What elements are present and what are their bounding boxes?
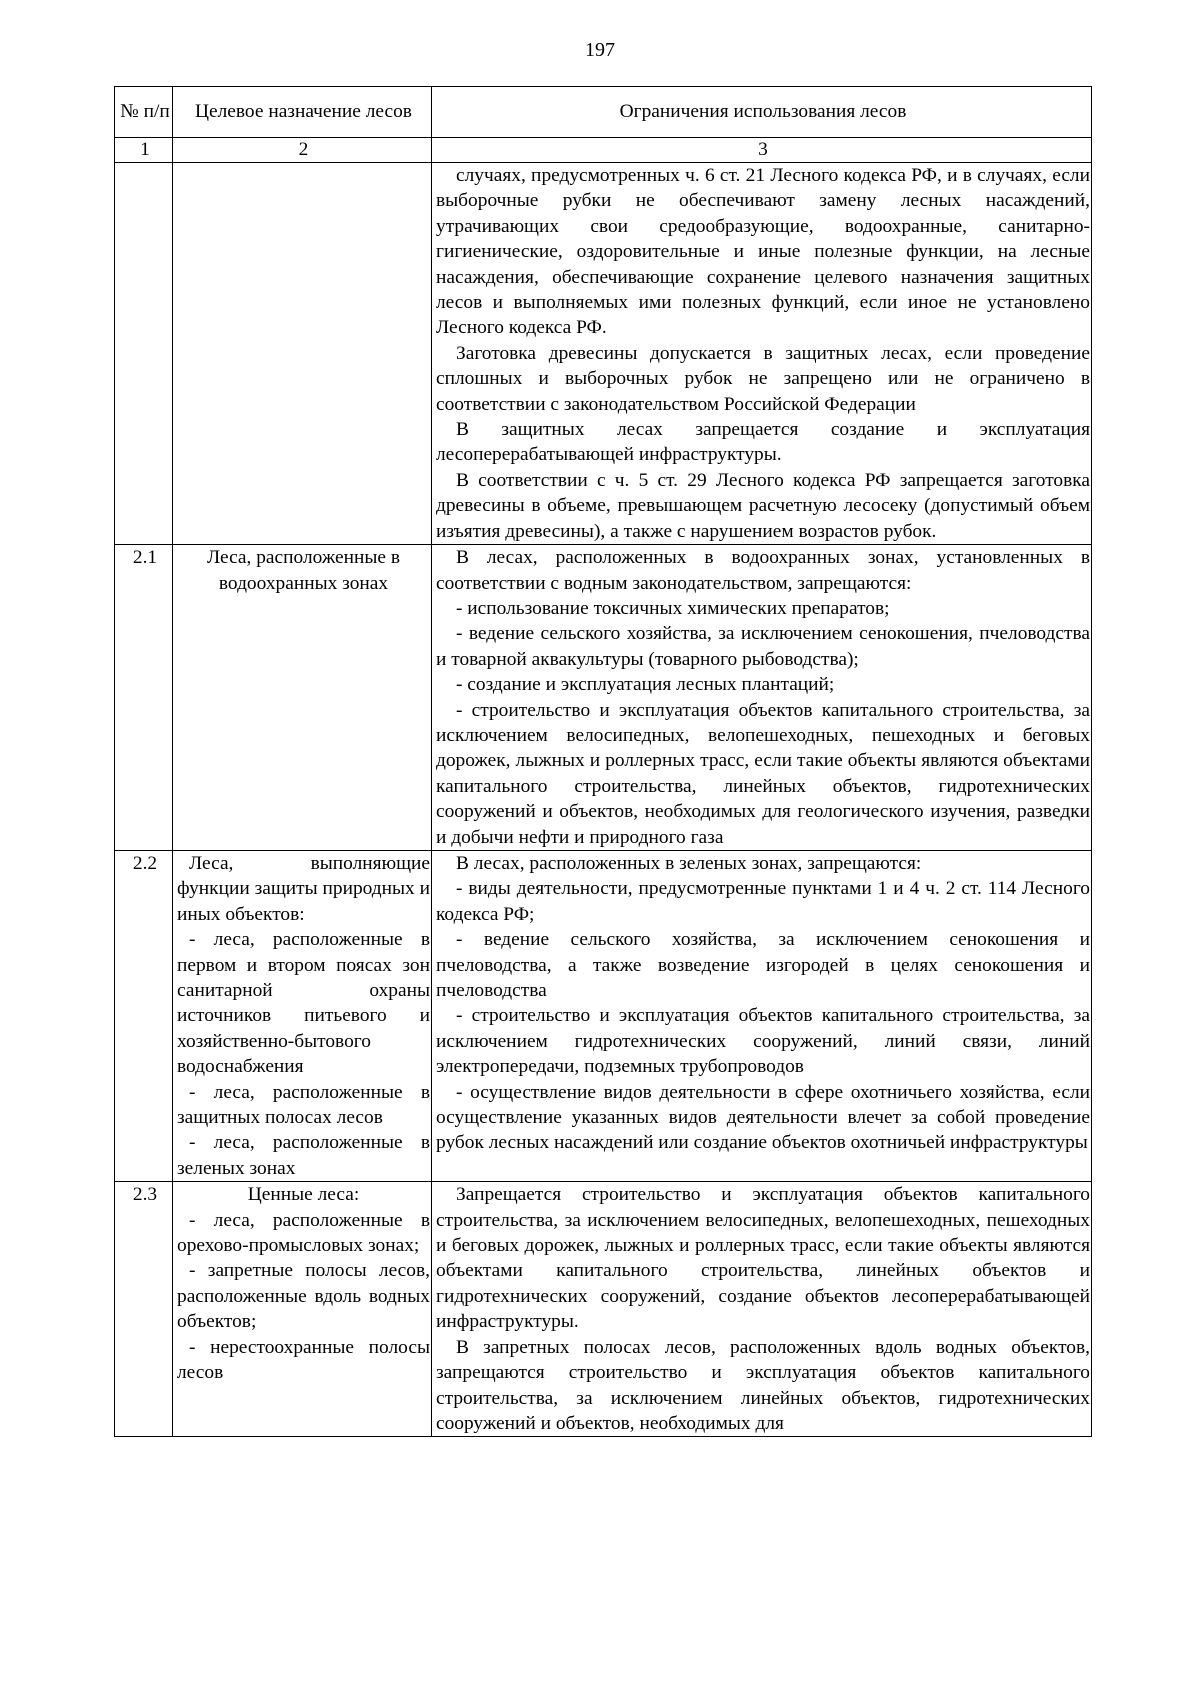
purpose-line: - нерестоохранные полосы лесов: [177, 1336, 430, 1384]
row-purpose: [173, 163, 432, 545]
restriction-paragraph: случаях, предусмотренных ч. 6 ст. 21 Лесного кодекса РФ, и в случаях, если выборочные рубки не обеспечивают замену лесных насаждений, утрачивающих свои средообразующие, водоохранные, санитарно-гигиенические, оздоровительные и иные полезные функции, на лесные насаждения, обеспечивающие сохранение целевого назначения защитных лесов и выполняемых ими полезных функций, если иное не установлено Лесного кодекса РФ.: [436, 165, 1090, 339]
forest-restrictions-table: [114, 86, 1092, 1437]
table-row-2-3: [115, 1182, 1092, 1437]
row-purpose: [173, 850, 432, 1181]
row-number: 2.2: [115, 850, 173, 1181]
column-number: 3: [432, 138, 1092, 163]
row-purpose: [173, 545, 432, 851]
column-number: 1: [115, 138, 173, 163]
row-number: 2.1: [115, 545, 173, 851]
purpose-line: - леса, расположенные в орехово-промысловых зонах;: [177, 1209, 430, 1257]
restriction-paragraph: - строительство и эксплуатация объектов капитального строительства, за исключением велосипедных, велопешеходных, пешеходных и беговых дорожек, лыжных и роллерных трасс, если такие объекты являются объектами капитального строительства, линейных объектов, гидротехнических сооружений и объектов, необходимых для геологического изучения, разведки и добычи нефти и природного газа: [436, 699, 1090, 848]
table-row-continuation: [115, 163, 1092, 545]
restriction-paragraph: В защитных лесах запрещается создание и эксплуатация лесоперерабатывающей инфраструктуры.: [436, 419, 1090, 466]
purpose-line: Леса, расположенные в водоохранных зонах: [206, 547, 400, 594]
purpose-line: - леса, расположенные в зеленых зонах: [177, 1132, 430, 1179]
header-restrictions: Ограничения использования лесов: [432, 87, 1092, 138]
restriction-paragraph: - строительство и эксплуатация объектов капитального строительства, за исключением гидротехнических сооружений, линий связи, линий электропередачи, подземных трубопроводов: [436, 1005, 1090, 1078]
table-header-row: [115, 87, 1092, 138]
purpose-line: - запретные полосы лесов, расположенные вдоль водных объектов;: [177, 1260, 430, 1333]
row-restrictions: [432, 545, 1092, 851]
restriction-paragraph: - ведение сельского хозяйства, за исключением сенокошения, пчеловодства и товарной аквакультуры (товарного рыбоводства);: [436, 623, 1090, 670]
restriction-paragraph: - осуществление видов деятельности в сфере охотничьего хозяйства, если осуществление указанных видов деятельности влечет за собой проведение рубок лесных насаждений или создание объектов охотничьей инфраструктуры: [436, 1081, 1090, 1154]
row-number: 2.3: [115, 1182, 173, 1437]
restriction-paragraph: В лесах, расположенных в водоохранных зонах, установленных в соответствии с водным законодательством, запрещаются:: [436, 547, 1090, 594]
row-restrictions: [432, 850, 1092, 1181]
restriction-paragraph: Запрещается строительство и эксплуатация объектов капитального строительства, за исключением велосипедных, велопешеходных, пешеходных и беговых дорожек, лыжных и роллерных трасс, если такие объекты являются объектами капитального строительства, линейных объектов и гидротехнических сооружений, создание объектов лесоперерабатывающей инфраструктуры.: [436, 1184, 1090, 1333]
row-restrictions: [432, 1182, 1092, 1437]
header-purpose: Целевое назначение лесов: [173, 87, 432, 138]
column-number-row: [115, 138, 1092, 163]
table-row-2-2: [115, 850, 1092, 1181]
table-row-2-1: [115, 545, 1092, 851]
restriction-paragraph: Заготовка древесины допускается в защитных лесах, если проведение сплошных и выборочных рубок не запрещено или не ограничено в соответствии с законодательством Российской Федерации: [436, 342, 1090, 415]
page-number: 197: [585, 39, 615, 61]
restriction-paragraph: - создание и эксплуатация лесных плантаций;: [456, 674, 835, 696]
row-number: [115, 163, 173, 545]
restriction-paragraph: В лесах, расположенных в зеленых зонах, запрещаются:: [456, 852, 922, 874]
row-restrictions: [432, 163, 1092, 545]
restriction-paragraph: - использование токсичных химических препаратов;: [456, 597, 890, 619]
restriction-paragraph: - виды деятельности, предусмотренные пунктами 1 и 4 ч. 2 ст. 114 Лесного кодекса РФ;: [436, 878, 1090, 925]
purpose-line: Леса, выполняющие функции защиты природных и иных объектов:: [177, 852, 430, 925]
header-number: № п/п: [115, 87, 173, 138]
restriction-paragraph: - ведение сельского хозяйства, за исключением сенокошения и пчеловодства, а также возведение изгородей в целях сенокошения и пчеловодства: [436, 929, 1090, 1001]
restriction-paragraph: В запретных полосах лесов, расположенных вдоль водных объектов, запрещаются строительство и эксплуатация объектов капитального строительства, за исключением линейных объектов, гидротехнических сооружений и объектов, необходимых для: [436, 1336, 1090, 1434]
purpose-line: - леса, расположенные в первом и втором поясах зон санитарной охраны источников питьевого и хозяйственно-бытового водоснабжения: [177, 929, 430, 1078]
restriction-paragraph: В соответствии с ч. 5 ст. 29 Лесного кодекса РФ запрещается заготовка древесины в объеме, превышающем расчетную лесосеку (допустимый объем изъятия древесины), а также с нарушением возрастов рубок.: [436, 469, 1090, 542]
column-number: 2: [173, 138, 432, 163]
purpose-line: - леса, расположенные в защитных полосах лесов: [177, 1081, 430, 1129]
purpose-line: Ценные леса:: [247, 1184, 360, 1206]
row-purpose: [173, 1182, 432, 1437]
